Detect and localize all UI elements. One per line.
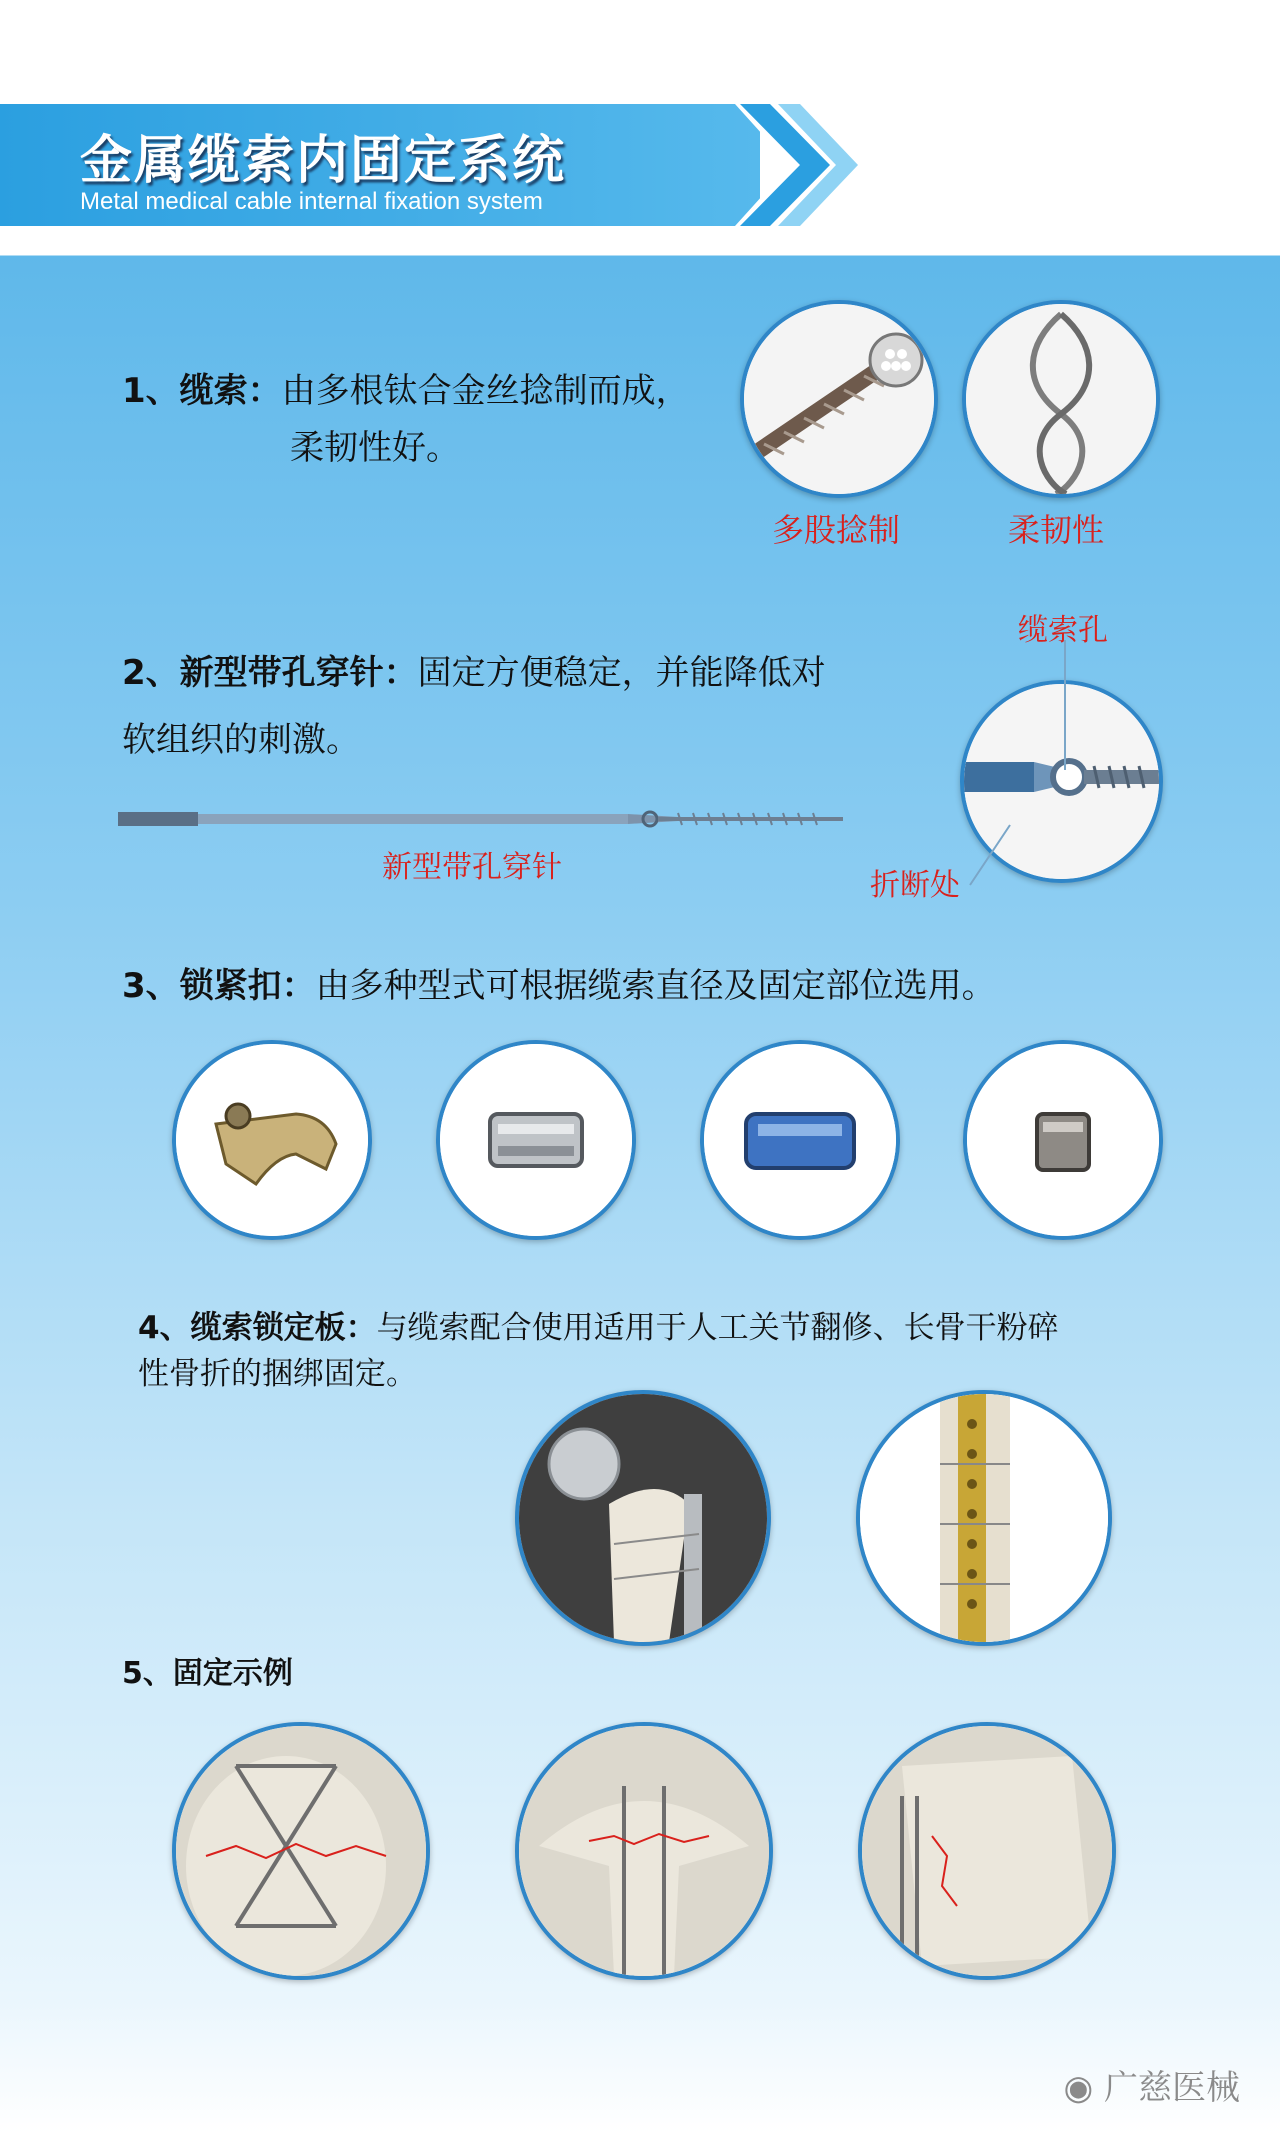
watermark-text: 广慈医械 [1104, 2068, 1240, 2108]
page-subtitle: Metal medical cable internal fixation system [80, 188, 543, 215]
section5-heading [122, 1648, 293, 1692]
label-break-point: 折断处 [870, 868, 960, 903]
long-bone-plate-image [856, 1390, 1112, 1646]
hip-plate-image [515, 1390, 771, 1646]
section1-text2: 柔韧性好。 [290, 428, 460, 468]
section3-line [122, 958, 996, 1007]
caption-multi-strand: 多股捻制 [772, 511, 901, 549]
section4-heading: 4、缆索锁定板： [138, 1310, 377, 1346]
caption-perforated-pin: 新型带孔穿针 [382, 850, 562, 885]
crimp-clamp-image-1 [172, 1040, 372, 1240]
section1-line1 [122, 363, 690, 412]
chevron-right-icon [740, 104, 860, 226]
section3-heading: 3、锁紧扣： [122, 966, 316, 1006]
wechat-icon: ◉ [1063, 2068, 1094, 2108]
cable-strand-image [740, 300, 938, 498]
callout-lines [950, 640, 1070, 890]
fixation-example-3-image [858, 1722, 1116, 1980]
crimp-tube-image-4 [963, 1040, 1163, 1240]
crimp-sleeve-image-3 [700, 1040, 900, 1240]
watermark [1064, 2060, 1240, 2109]
section2-text2: 软组织的刺激。 [122, 720, 360, 760]
section2-line1 [122, 645, 826, 694]
section1-heading: 1、缆索： [122, 371, 282, 411]
perforated-pin-image [118, 800, 848, 840]
page-title: 金属缆索内固定系统 [80, 131, 567, 191]
section3-text: 由多种型式可根据缆索直径及固定部位选用。 [315, 966, 996, 1006]
cable-loop-image [962, 300, 1160, 498]
crimp-sleeve-image-2 [436, 1040, 636, 1240]
caption-flexibility: 柔韧性 [1008, 511, 1105, 549]
section4-text2: 性骨折的捆绑固定。 [138, 1356, 417, 1392]
section2-heading: 2、新型带孔穿针： [122, 653, 418, 693]
section4-text1: 与缆索配合使用适用于人工关节翻修、长骨干粉碎 [376, 1310, 1059, 1346]
section1-text1: 由多根钛合金丝捻制而成， [281, 371, 690, 411]
section2-text1: 固定方便稳定，并能降低对 [417, 653, 826, 693]
section4-line1 [138, 1302, 1059, 1347]
section5-heading-text: 5、固定示例 [122, 1656, 293, 1691]
fixation-example-1-image [172, 1722, 430, 1980]
label-cable-hole: 缆索孔 [1018, 613, 1108, 648]
fixation-example-2-image [515, 1722, 773, 1980]
